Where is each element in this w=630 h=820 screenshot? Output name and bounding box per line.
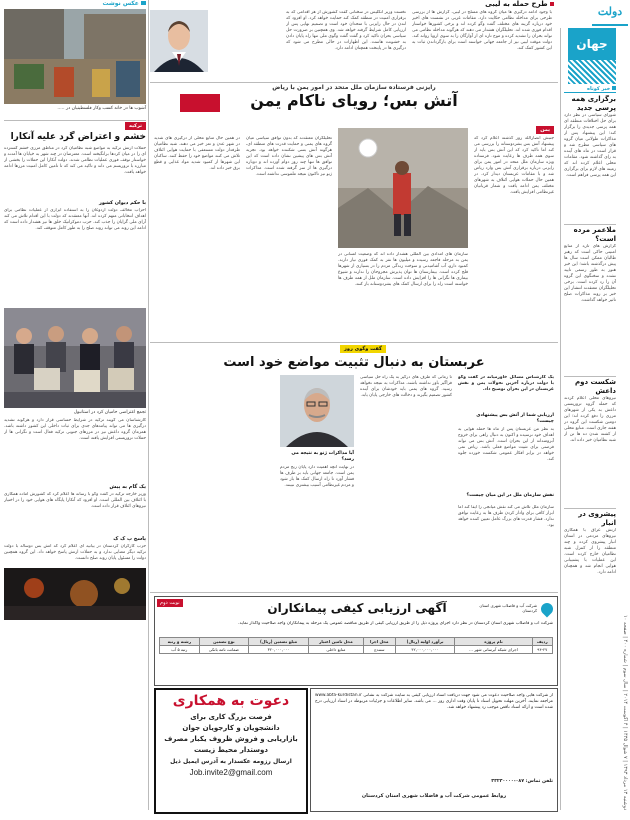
section-banner: [568, 28, 616, 60]
tender-title: آگهی ارزیابی کیفی پیمانکاران: [267, 601, 447, 615]
interview-intro: یک کارشناس مسائل خاورمیانه در گفت وگو با دولت درباره آخرین تحولات یمن و نقش عربستان در این بحران توضیح داد.: [458, 375, 554, 392]
tender-header: مبلغ تضمین (ریال): [249, 638, 309, 646]
recruit-email[interactable]: Job.invite2@gmail.com: [189, 768, 273, 777]
top-story: [150, 0, 558, 80]
sidebar-item: برگزاری همه پرسی جدید شورای سیاسی در نظر دارد برای حل اختلافات منطقه ای همه پرسی جدیدی را برگزار کند؛ این پیشنهاد پس از مذاکرات طولانی میان گروه های سیاسی مطرح شد و قرار است در ماه های آینده به رای گذاشته شود. مقامات محلی اعلام کرده اند که زمینه های لازم برای برگزاری این همه پرسی فراهم است.: [564, 95, 616, 178]
yemen-body-4: در همین حال منابع محلی از درگیری های شدید در شهر عدن و تعز خبر می دهند. شبه نظامیان طرفدار دولت مستعفی با حمایت هوایی ائتلاف تلاش می کنند مواضع خود را حفظ کنند. ساکنان این شهرها از کمبود شدید مواد غذایی و قطع برق خبر داده اند.: [154, 136, 240, 171]
tender-header: برآورد اولیه (ریال): [395, 638, 455, 646]
protest-photo: [4, 308, 146, 408]
water-drop-icon: [539, 601, 556, 618]
photo-caption-header: عکس نوشت: [4, 0, 146, 7]
tender-org: شرکت آب و فاضلاب شهری استان کردستان: [479, 603, 537, 613]
date-line: دوشنبه ۱۳ مرداد ۱۳۹۳ | ۷ شوال ۱۴۳۵ | ۴ آگوست ۲۰۱۴ | سال سوم | شماره ۴۰۰ | صفحه ۱۰: [622, 614, 628, 810]
photo-caption-text: آشوب ها در خانه کسب وکار فلسطینیان در .....: [57, 106, 146, 111]
tender-footer: روابط عمومی شرکت آب و فاضلاب شهری استان کردستان: [361, 793, 507, 799]
protest-caption: تجمع اعتراضی حامیان کرد در استانبول: [73, 410, 146, 415]
tender-intro: شرکت آب و فاضلاب شهری استان کردستان در نظر دارد اجرای پروژه ذیل را از طریق ارزیابی کیفی از طریق مناقصه عمومی یک مرحله به پیمانکاران واجد صلاحیت واگذار نماید.: [238, 621, 553, 626]
tender-header: نام پروژه: [455, 638, 532, 646]
turkey-body-5: حزب کارگران کردستان در بیانیه ای اعلام کرد که آتش بس دوساله با دولت ترکیه دیگر معنایی ندارد و به حملات ارتش پاسخ خواهد داد. این گروه همچنین دولت را مسئول پایان روند صلح دانست.: [4, 544, 146, 561]
yemen-body-2: سازمان های امدادی بین المللی هشدار داده اند که وضعیت انسانی در یمن به مرحله فاجعه رسیده و میلیون ها نفر به کمک فوری نیاز دارند. کمبود دارو، آب آشامیدنی و سوخت زندگی مردم را در بسیاری از شهرها فلج کرده است. بیمارستان ها توان پذیرش مجروحان را ندارند و شیوع بیماری ها نگرانی ها را افزایش داده است. سازمان ملل از همه طرف ها خواسته است راه را برای ارسال کمک های بشردوستانه باز کنند.: [338, 252, 468, 287]
tender-logo: [473, 601, 553, 619]
tender-ad: [154, 596, 558, 686]
interview-q1: ارزیابی شما از آتش بس پیشنهادی چیست؟: [476, 413, 554, 424]
yemen-rubble-photo: [338, 128, 468, 248]
photo-caption-section: [4, 0, 146, 118]
tender-header: ردیف: [532, 638, 552, 646]
turkey-sub-2: یک گام به پیش: [109, 484, 146, 490]
masthead: [590, 0, 630, 30]
sidebar-item: پیشروی در انبار ارتش عراق با همکاری نیروهای مردمی در استان انبار پیشروی کرده و چند منطقه را از کنترل شبه نظامیان خارج کرده است. این عملیات با پشتیبانی هوایی انجام شد و همچنان ادامه دارد.: [564, 510, 616, 575]
square-bullet-icon: [612, 86, 616, 90]
sidebar-item: شکست دوم داعش نیروهای محلی اعلام کردند که حمله گروه تروریستی داعش به یکی از شهرهای مرزی را دفع کرده اند؛ این دومین شکست این گروه در هفته جاری است. منابع محلی از کشته شدن ده ها تن از شبه نظامیان خبر داده اند.: [564, 378, 616, 443]
sidebar-news-header: خبر کوتاه: [564, 86, 616, 93]
turkey-sub-1: با حکم دیوان کشور: [99, 200, 146, 206]
tender-header: محل اجرا: [363, 638, 395, 646]
turkey-body-4: وزیر خارجه ترکیه در گفت وگو با رسانه ها اعلام کرد که کشورش آماده همکاری با ائتلاف بین المللی است. او افزود که آنکارا پایگاه های هوایی خود را در اختیار نیروهای ائتلاف قرار داده است.: [4, 492, 146, 509]
sidebar: [564, 86, 616, 811]
yemen-kicker: رایزنی فرستاده سازمان ملل متحد در امور یمن با ریاض: [272, 84, 436, 91]
turkey-tag: ترکیه: [125, 122, 146, 130]
interview-headline: عربستان به دنبال تثبیت مواضع خود است: [223, 355, 485, 370]
section-pattern: [568, 60, 616, 84]
tender-header: محل تامین اعتبار: [309, 638, 364, 646]
tender-phone: تلفن تماس: ۰۸۷-۳۳۲۳۰۰۰۰: [491, 779, 553, 784]
interview-tag: گفت وگوی روز: [340, 345, 386, 353]
interview-q2: نقش سازمان ملل در این میان چیست؟: [466, 493, 554, 498]
top-story-body: با وجود ادامه درگیری ها میان گروه های مسلح در لیبی، گزارش ها از بررسی طرحی برای مداخله نظامی حکایت دارد. مقامات غربی در نشست های اخیر خود درباره گزینه های مختلف گفت وگو کرده اند و برخی کشورها خواستار اقدام فوری شده اند. تحلیلگران هشدار می دهند که هرگونه مداخله نظامی می تواند بحران را تشدید کرده و موج تازه ای از آوارگان را به سوی اروپا روانه کند. دولت موقت لیبی نیز از جامعه جهانی خواسته است برای بازگرداندن ثبات به این کشور کمک کند.: [412, 10, 552, 51]
interview-q3: آیا مذاکرات ژنو به نتیجه می رسد؟: [291, 451, 354, 462]
recruit-line-4: دوستدار محیط زیست: [194, 746, 268, 754]
tender-notes-area: [310, 688, 558, 812]
portrait-photo: [150, 10, 208, 72]
tender-notes: از شرکت هایی واجد صلاحیت دعوت می شود جهت دریافت اسناد ارزیابی کیفی به سایت شرکت به نشانی www.abfa-kurdistan.ir مراجعه نمایند. آخرین مهلت تحویل اسناد تا پایان وقت اداری روز ... می باشد. سایر اطلاعات و جزئیات مربوطه در اسناد ارزیابی درج شده است و ارائه اسناد ناقص موجب رد پیشنهاد خواهد شد.: [315, 693, 553, 710]
recruit-line-5: ارسال رزومه عکسدار به آدرس ایمیل ذیل: [170, 758, 292, 765]
yemen-headline: آتش بس؛ رویای ناکام یمن: [250, 91, 458, 110]
table-row: ۹۴-۲۷ اجرای شبکه آبرسانی شهر ... ۴۲,۰۰۰,۰۰۰,۰۰۰ سنندج منابع داخلی ۳۲۰,۰۰۰,۰۰۰ ضمانت نامه بانکی رتبه ۵ آب: [160, 646, 553, 654]
turkey-sub-3: پاسخ پ ک ک: [113, 536, 146, 542]
turkey-body-1: حملات ارتش ترکیه به مواضع شبه نظامیان کرد در مناطق مرزی خشم گسترده ای را در میان کردها برانگیخته است. معترضان در چند شهر به خیابان ها آمدند و خواستار توقف فوری عملیات نظامی شدند. دولت آنکارا این حملات را بخشی از مبارزه با تروریسم می داند و تاکید می کند که تا تامین کامل امنیت مرزها ادامه خواهد یافت.: [4, 146, 146, 175]
turkey-story: [4, 122, 146, 622]
barcode-badge: [180, 94, 220, 112]
interview-story: [150, 345, 558, 590]
interview-a1: به نظر من عربستان پس از ماه ها حمله هوایی به اهداف خود نرسیده و اکنون به دنبال راهی برای خروج آبرومندانه از این بحران است. آتش بس می تواند فرصتی برای تثبیت مواضع فعلی باشد. ریاض نمی خواهد در برابر افکار عمومی شکست خورده جلوه کند.: [458, 427, 554, 462]
section-title: جهان: [576, 37, 608, 51]
turkey-headline: خشم و اعتراض گرد علیه آنکارا: [10, 132, 146, 142]
tender-badge: نوبت دوم: [157, 599, 183, 607]
camera-icon: [141, 1, 146, 5]
yemen-story: [150, 84, 558, 339]
interviewee-photo: [280, 375, 354, 447]
paper-name: دولت: [597, 5, 623, 18]
recruit-ad: [154, 688, 308, 814]
yemen-body-1: جنبش انصارالله روز گذشته اعلام کرد که پیشنهاد آتش بس بشردوستانه را بررسی می کند اما تاکید کرد که این آتش بس باید از سوی همه طرف ها رعایت شود. فرستاده ویژه سازمان ملل متحد در امور یمن برای رایزنی درباره برقراری آتش بس وارد ریاض شد و با مقامات عربستان دیدار کرد. در همین حال حملات هوایی ائتلاف به شهرهای مختلف یمن ادامه یافت و شمار قربانیان غیرنظامی افزایش یافت.: [474, 136, 554, 195]
square-bullet-icon: [550, 2, 554, 6]
yemen-body-3: تحلیلگران معتقدند که بدون توافق سیاسی میان گروه های یمنی و حمایت قدرت های منطقه ای، هرگونه آتش بسی شکننده خواهد بود. تجربه آتش بس های پیشین نشان داده است که این توافق ها تنها چند روز دوام آورده اند و دوباره درگیری ها از سر گرفته شده است. مذاکرات ژنو نیز تاکنون نتیجه ملموسی نداشته است.: [246, 136, 332, 177]
turkey-body-2: احزاب مخالف دولت اردوغان را به استفاده ابزاری از عملیات نظامی برای اهداف انتخاباتی متهم کرده اند. آنها معتقدند که دولت با این اقدام تلاش می کند آرای ملی گرایان را جذب کند. حزب دموکراتیک خلق ها نیز هشدار داده است که ادامه این روند می تواند روند صلح را به طور کامل متوقف کند.: [4, 208, 146, 231]
top-story-kicker: طرح حمله به لیبی: [150, 0, 558, 8]
recruit-line-3: بازاریابی و فروش ظروف یکبار مصرف: [164, 735, 298, 743]
recruit-line-2: دانشجویان و کارجویان جوان: [182, 724, 280, 732]
yemen-tag: یمن: [536, 126, 554, 134]
street-photo: [4, 9, 146, 104]
sidebar-item: ملاعمر مرده است؟ گزارش های تازه از منابع امنیتی حاکی است که رهبر طالبان ممکن است سال ها پیش درگذشته باشد؛ این خبر هنوز به طور رسمی تایید نشده و سخنگوی این گروه آن را رد کرده است. برخی تحلیلگران معتقدند انتشار این خبر بر روند مذاکرات صلح تاثیر خواهد گذاشت.: [564, 226, 616, 303]
turkey-body-3: کارشناسان می گویند ترکیه در شرایط حساسی قرار دارد و هرگونه تشدید درگیری ها می تواند پیامدهای جدی برای ثبات داخلی این کشور داشته باشد. همزمان گروه داعش نیز در مرزهای جنوبی ترکیه فعال است و نگرانی ها از حملات تروریستی افزایش یافته است.: [4, 418, 146, 441]
night-protest-photo: [4, 568, 146, 620]
recruit-line-1: فرصت بزرگ کاری برای: [190, 713, 272, 721]
interview-a4: در نهایت آنچه اهمیت دارد پایان رنج مردم یمن است. جامعه جهانی باید بر طرف ها فشار آورد تا راه ارسال کمک ها باز شود و مردم غیرنظامی آسیب بیشتری نبینند.: [280, 465, 354, 488]
tender-header: رشته و رتبه: [160, 638, 200, 646]
interview-a3: تا زمانی که طرف های درگیر به یک راه حل سیاسی فراگیر باور نداشته باشند، مذاکرات به نتیجه نخواهد رسید. گروه های یمنی باید خودشان برای آینده کشور تصمیم بگیرند و دخالت های خارجی پایان یابد.: [360, 375, 452, 398]
recruit-title: دعوت به همکاری: [172, 693, 290, 709]
interview-a2: سازمان ملل تلاش می کند نقش میانجی را ایفا کند اما ابزار کافی برای وادار کردن طرف ها به رعایت توافق ندارد. فشار قدرت های بزرگ عامل تعیین کننده خواهد بود.: [458, 505, 554, 528]
top-story-body-2: نخست وزیر انگلیس در سخنانی گفت کشورش از هر اقدامی که به برقراری امنیت در منطقه کمک کند حمایت خواهد کرد. او افزود که لندن در حال رایزنی با متحدان خود است و تصمیم نهایی پس از ارزیابی کامل شرایط گرفته خواهد شد. وی همچنین بر ضرورت حل سیاسی بحران تاکید کرد و گفت گفت وگوی ملی تنها راه پایان دادن به خشونت هاست. این اظهارات در حالی مطرح می شود که درگیری ها در پایتخت همچنان ادامه دارد.: [286, 10, 406, 51]
paper-logo: [592, 2, 628, 26]
tender-table: [159, 637, 553, 654]
tender-header: نوع تضمین: [199, 638, 249, 646]
